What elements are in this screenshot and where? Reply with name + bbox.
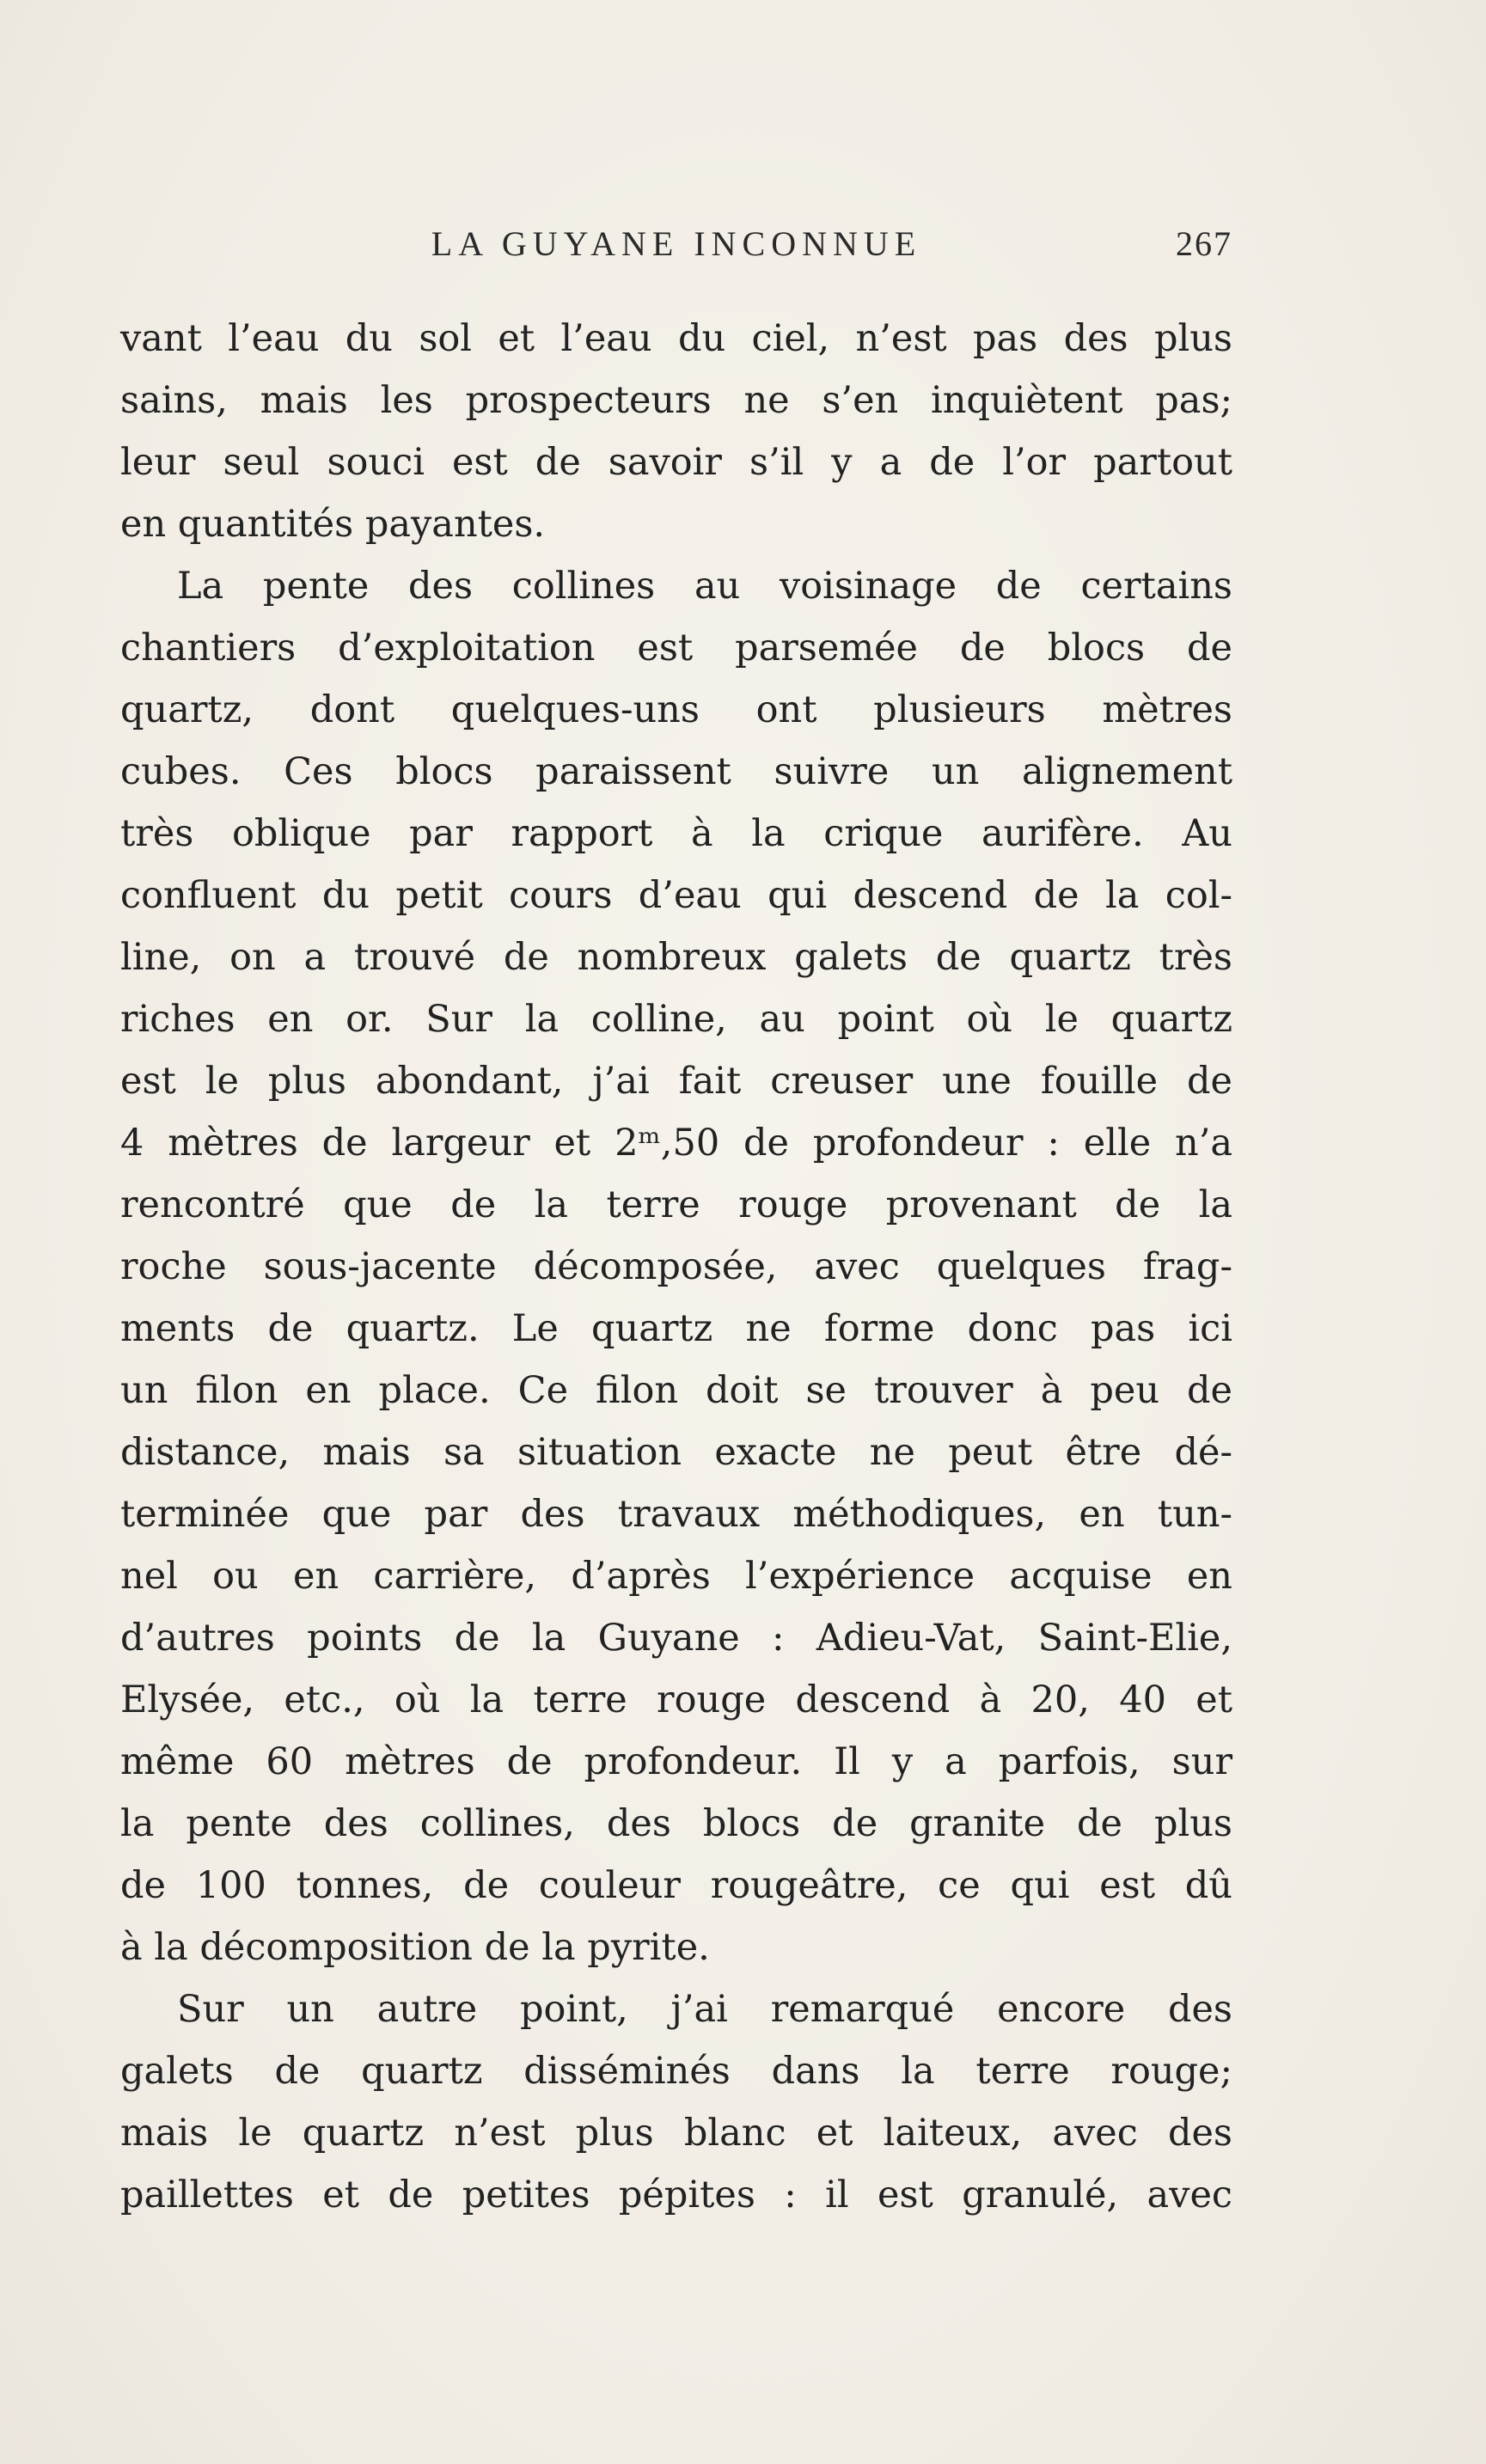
text-line: ments de quartz. Le quartz ne forme donc pas ici	[120, 1307, 1232, 1350]
text-line: un filon en place. Ce filon doit se trouver à peu de	[120, 1369, 1232, 1412]
running-title: LA GUYANE INCONNUE	[431, 224, 922, 263]
paragraph-1	[120, 308, 1232, 555]
text-line: nel ou en carrière, d’après l’expérience acquise en	[120, 1555, 1232, 1598]
text-line: quartz, dont quelques-uns ont plusieurs mètres	[120, 688, 1232, 731]
text-line: rencontré que de la terre rouge provenant de la	[120, 1183, 1232, 1226]
text-line: d’autres points de la Guyane : Adieu-Vat, Saint-Elie,	[120, 1617, 1232, 1660]
body-text	[120, 308, 1232, 2226]
paragraph-2	[120, 555, 1232, 1978]
text-line: riches en or. Sur la colline, au point où le quartz	[120, 998, 1232, 1041]
text-line: très oblique par rapport à la crique aurifère. Au	[120, 812, 1232, 855]
text-line: paillettes et de petites pépites : il est granulé, avec	[120, 2174, 1232, 2216]
page-number: 267	[1176, 224, 1232, 263]
text-line: leur seul souci est de savoir s’il y a de l’or partout	[120, 441, 1232, 484]
text-line: mais le quartz n’est plus blanc et laiteux, avec des	[120, 2112, 1232, 2155]
text-line: Elysée, etc., où la terre rouge descend à 20, 40 et	[120, 1678, 1232, 1721]
text-line: à la décomposition de la pyrite.	[120, 1926, 710, 1969]
text-line: terminée que par des travaux méthodiques, en tun-	[120, 1493, 1232, 1536]
text-line: en quantités payantes.	[120, 503, 546, 546]
text-line: roche sous-jacente décomposée, avec quelques frag-	[120, 1245, 1232, 1288]
text-line: de 100 tonnes, de couleur rougeâtre, ce qui est dû	[120, 1864, 1232, 1907]
text-line: galets de quartz disséminés dans la terre rouge;	[120, 2050, 1232, 2093]
text-line: sains, mais les prospecteurs ne s’en inquiètent pas;	[120, 379, 1232, 422]
text-line: la pente des collines, des blocs de granite de plus	[120, 1802, 1232, 1845]
text-line: 4 mètres de largeur et 2ᵐ,50 de profondeur : elle n’a	[120, 1122, 1232, 1165]
text-line: même 60 mètres de profondeur. Il y a parfois, sur	[120, 1740, 1232, 1783]
text-line: Sur un autre point, j’ai remarqué encore des	[177, 1988, 1232, 2031]
text-line: est le plus abondant, j’ai fait creuser une fouille de	[120, 1060, 1232, 1103]
paragraph-3	[120, 1978, 1232, 2226]
text-line: cubes. Ces blocs paraissent suivre un alignement	[120, 750, 1232, 793]
text-line: La pente des collines au voisinage de certains	[177, 565, 1232, 608]
text-line: distance, mais sa situation exacte ne peut être dé-	[120, 1431, 1232, 1474]
text-line: vant l’eau du sol et l’eau du ciel, n’est pas des plus	[120, 317, 1232, 360]
text-line: chantiers d’exploitation est parsemée de blocs de	[120, 627, 1232, 669]
text-line: line, on a trouvé de nombreux galets de quartz très	[120, 936, 1232, 979]
page-header	[120, 217, 1232, 268]
text-line: confluent du petit cours d’eau qui descend de la col-	[120, 874, 1232, 917]
